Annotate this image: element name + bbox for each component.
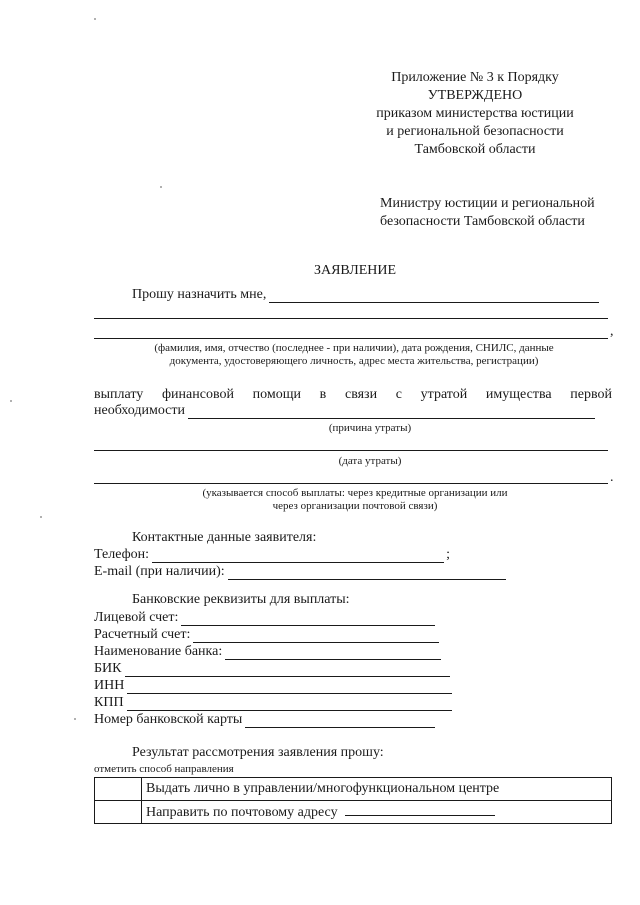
personal-account-field[interactable] [181, 613, 435, 626]
method-period: . [610, 470, 614, 485]
scan-speck [74, 718, 76, 720]
phone-field[interactable] [152, 550, 444, 563]
method-hint-line-1: (указывается способ выплаты: через кредитные организации или [202, 487, 508, 499]
bank-field-row [94, 712, 435, 728]
settlement-account-field[interactable] [193, 630, 439, 643]
applicant-details-field[interactable] [94, 318, 608, 319]
bank-field-row [94, 695, 452, 711]
phone-semicolon: ; [446, 547, 450, 562]
applicant-details-field-2[interactable] [94, 338, 608, 339]
delivery-option-row [95, 801, 612, 824]
card-number-label: Номер банковской карты [94, 712, 243, 727]
scan-speck [94, 18, 96, 20]
details-comma: , [610, 324, 614, 339]
bank-field-row [94, 678, 452, 694]
reason-hint: (причина утраты) [328, 422, 412, 434]
payment-reason-row [94, 403, 595, 419]
post-option-text: Направить по почтовому адресу [146, 805, 338, 820]
personal-account-label: Лицевой счет: [94, 610, 179, 625]
details-hint-line-2: документа, удостоверяющего личность, адрес места жительства, регистрации) [169, 355, 539, 367]
inn-label: ИНН [94, 678, 125, 693]
inn-field[interactable] [127, 681, 452, 694]
request-lead: Прошу назначить мне, [132, 287, 267, 302]
date-hint: (дата утраты) [338, 455, 402, 467]
applicant-name-field[interactable] [269, 290, 599, 303]
option-label-post [142, 801, 612, 824]
method-hint-line-2: через организации почтовой связи) [272, 500, 438, 512]
loss-reason-field[interactable] [188, 406, 595, 419]
addressee-line-1: Министру юстиции и региональной [380, 196, 595, 211]
email-field[interactable] [228, 567, 506, 580]
delivery-options-table [94, 777, 612, 824]
payment-line-1: выплату финансовой помощи в связи с утратой имущества первой [94, 387, 612, 402]
delivery-option-row [95, 778, 612, 801]
bank-field-row [94, 661, 450, 677]
bank-name-label: Наименование банка: [94, 644, 223, 659]
option-label-in-person: Выдать лично в управлении/многофункциональном центре [142, 778, 612, 801]
bank-field-row [94, 644, 441, 660]
email-row [94, 564, 506, 580]
addressee-line-2: безопасности Тамбовской области [380, 214, 585, 229]
scan-speck [40, 516, 42, 518]
bik-field[interactable] [125, 664, 450, 677]
payment-method-field[interactable] [94, 483, 608, 484]
order-line: приказом министерства юстиции [376, 106, 574, 121]
contacts-heading: Контактные данные заявителя: [132, 530, 317, 545]
result-note: отметить способ направления [94, 763, 234, 775]
scan-speck [160, 186, 162, 188]
approved-label: УТВЕРЖДЕНО [427, 88, 523, 103]
necessity-word: необходимости [94, 403, 186, 418]
phone-row [94, 547, 450, 563]
phone-label: Телефон: [94, 547, 150, 562]
option-checkbox-post[interactable] [95, 801, 142, 824]
settlement-account-label: Расчетный счет: [94, 627, 191, 642]
option-checkbox-in-person[interactable] [95, 778, 142, 801]
bik-label: БИК [94, 661, 122, 676]
document-title: ЗАЯВЛЕНИЕ [313, 263, 397, 278]
card-number-field[interactable] [245, 715, 435, 728]
bank-name-field[interactable] [225, 647, 441, 660]
bank-field-row [94, 627, 439, 643]
loss-date-field[interactable] [94, 450, 608, 451]
addressee-block [380, 196, 630, 230]
bank-field-row [94, 610, 435, 626]
details-hint-line-1: (фамилия, имя, отчество (последнее - при наличии), дата рождения, СНИЛС, данные [154, 342, 554, 354]
approval-block [350, 70, 600, 158]
details-hint [94, 342, 614, 368]
ministry-line: и региональной безопасности [386, 124, 564, 139]
appendix-line: Приложение № 3 к Порядку [391, 70, 559, 85]
region-line: Тамбовской области [414, 142, 536, 157]
result-heading: Результат рассмотрения заявления прошу: [132, 745, 384, 760]
method-hint [140, 487, 570, 513]
kpp-label: КПП [94, 695, 124, 710]
email-label: E-mail (при наличии): [94, 564, 225, 579]
scan-speck [10, 400, 12, 402]
request-row [132, 287, 599, 303]
kpp-field[interactable] [127, 698, 452, 711]
bank-heading: Банковские реквизиты для выплаты: [132, 592, 350, 607]
postal-address-field[interactable] [345, 803, 495, 816]
